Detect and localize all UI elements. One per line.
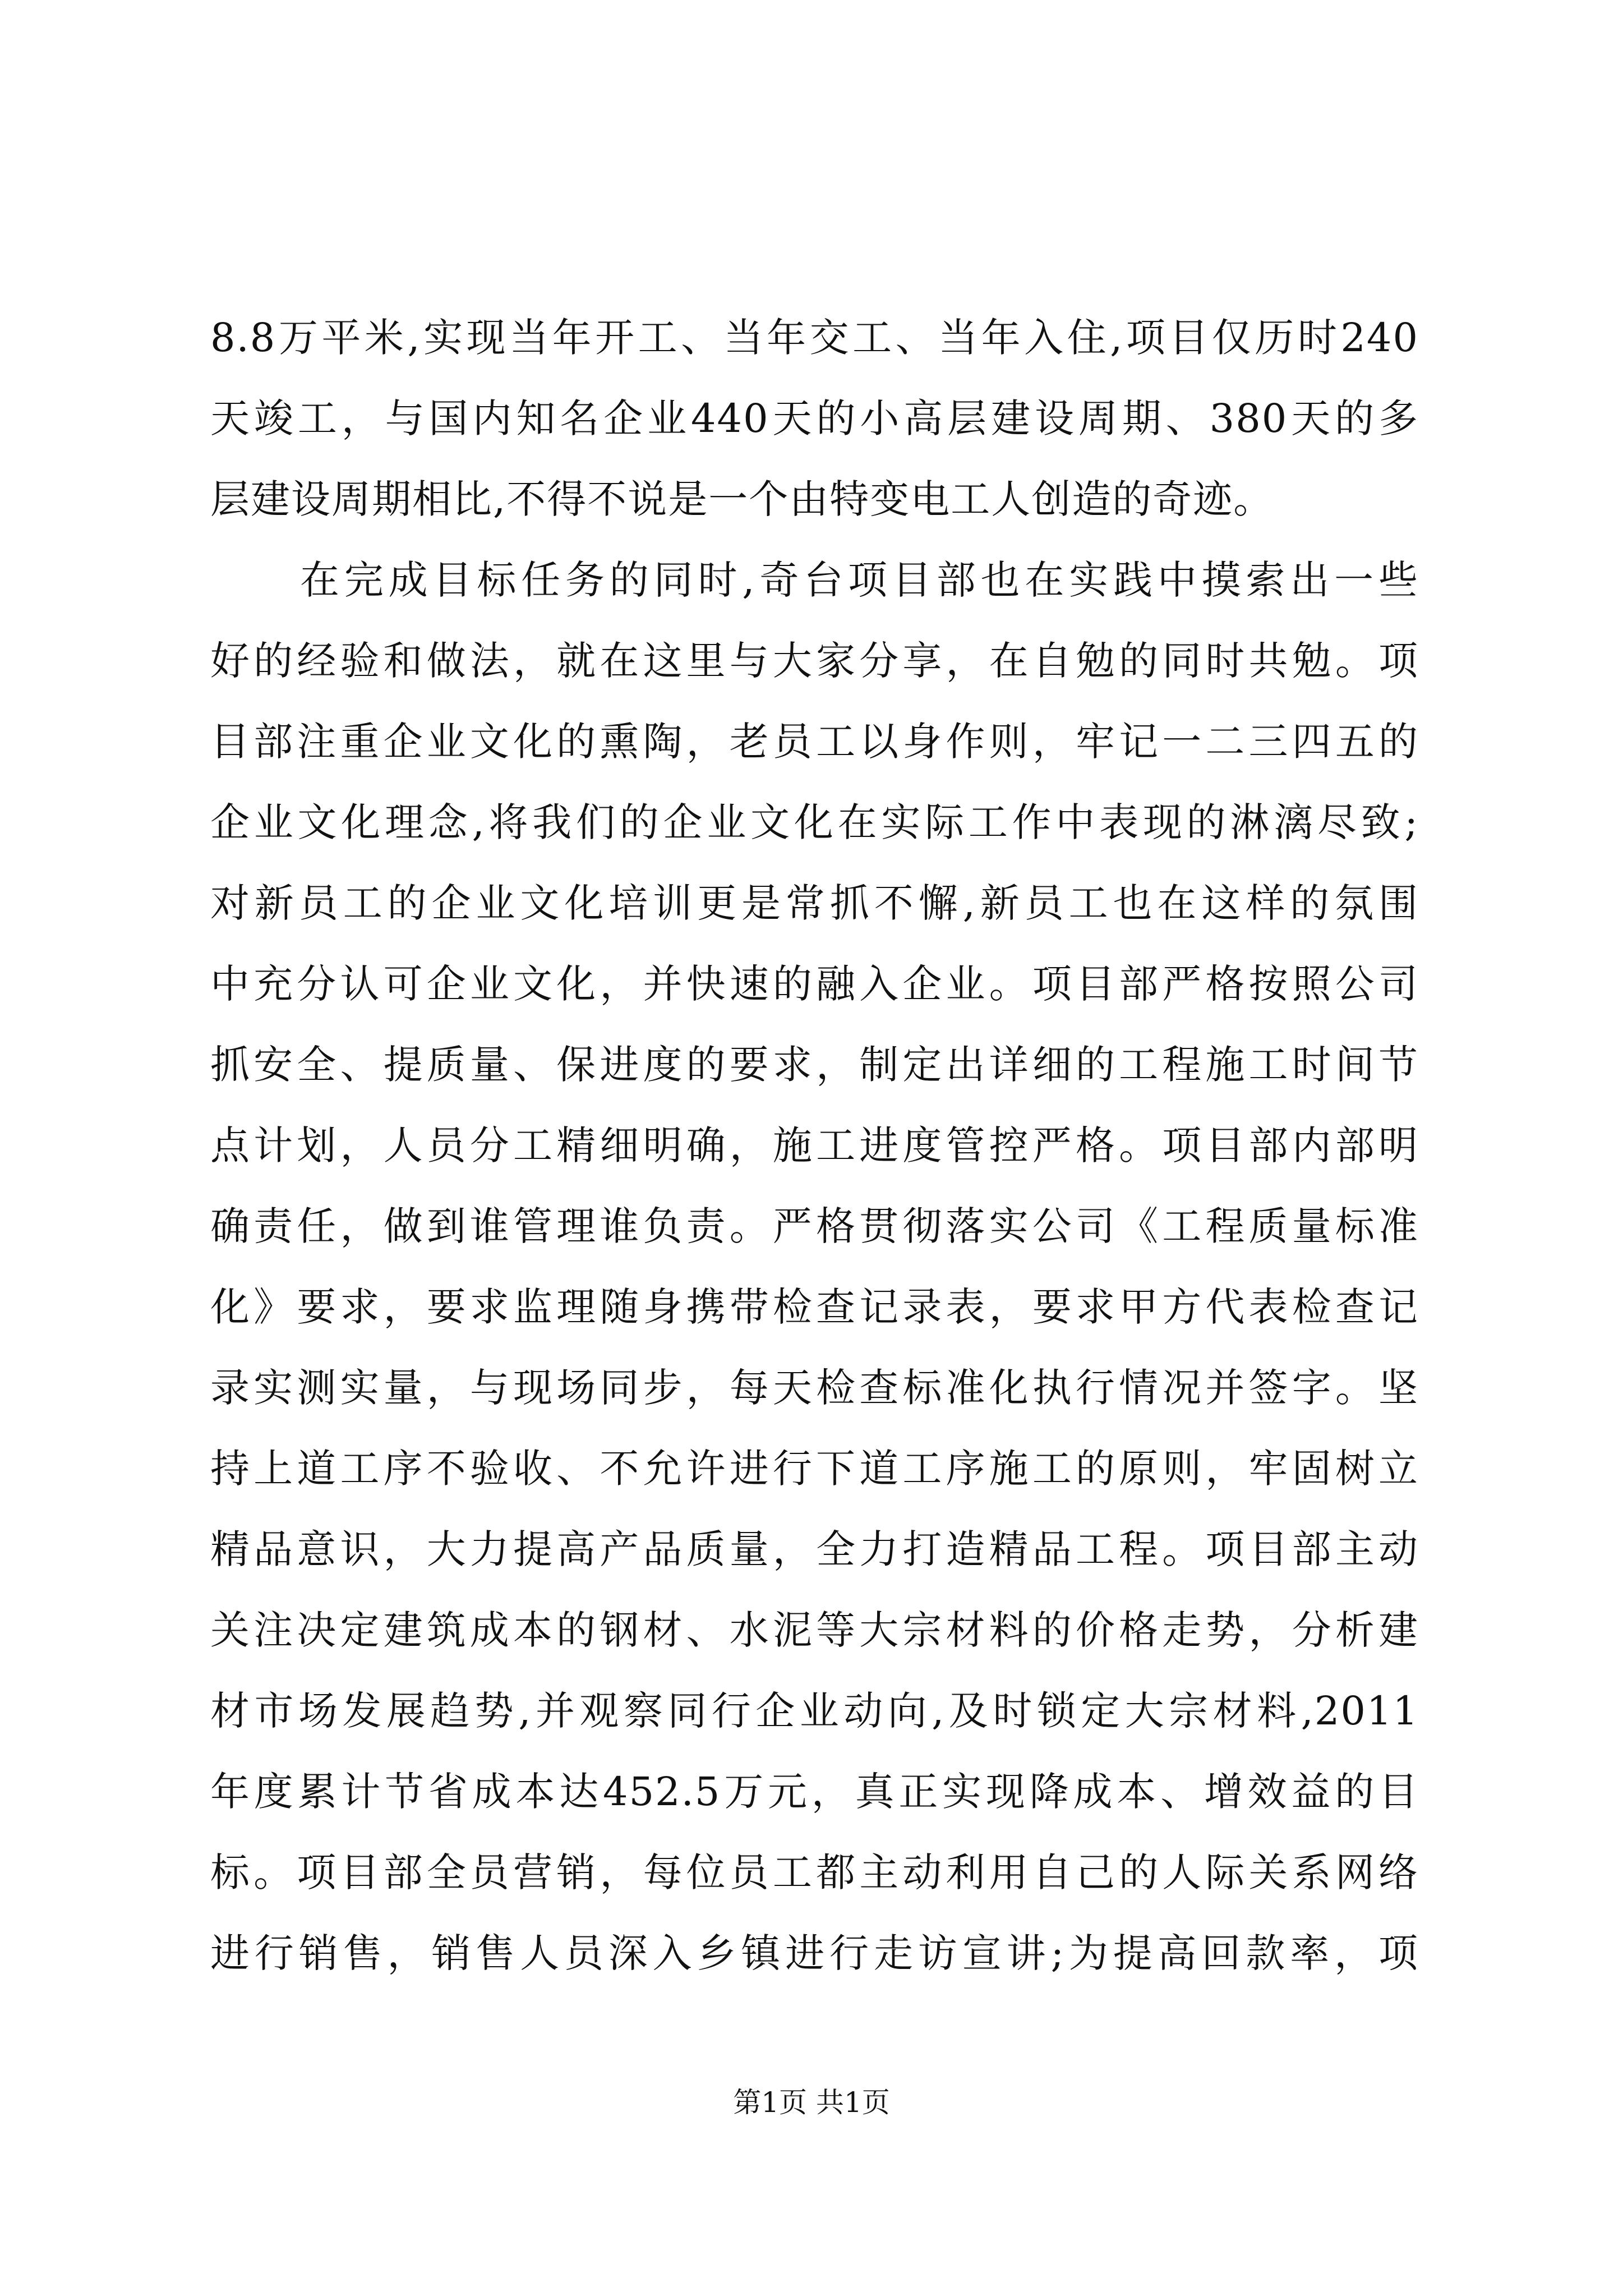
paragraph-2: [210, 540, 1419, 1994]
text-line: 持上道工序不验收、不允许进行下道工序施工的原则，牢固树立: [210, 1446, 1419, 1492]
text-line: 中充分认可企业文化，并快速的融入企业。项目部严格按照公司: [210, 961, 1419, 1007]
text-line: 精品意识，大力提高产品质量，全力打造精品工程。项目部主动: [210, 1526, 1419, 1572]
text-line: 进行销售，销售人员深入乡镇进行走访宣讲;为提高回款率，项: [210, 1930, 1419, 1976]
text-line: 材市场发展趋势,并观察同行企业动向,及时锁定大宗材料,2011: [210, 1688, 1419, 1734]
text-line: 化》要求，要求监理随身携带检查记录表，要求甲方代表检查记: [210, 1284, 1419, 1330]
text-line: 抓安全、提质量、保进度的要求，制定出详细的工程施工时间节: [210, 1042, 1419, 1088]
text-line: 好的经验和做法，就在这里与大家分享，在自勉的同时共勉。项: [210, 638, 1419, 684]
text-line: 年度累计节省成本达452.5万元，真正实现降成本、增效益的目: [210, 1769, 1419, 1815]
paragraph-1: [210, 297, 1419, 540]
text-line: 录实测实量，与现场同步，每天检查标准化执行情况并签字。坚: [210, 1365, 1419, 1411]
text-line: 对新员工的企业文化培训更是常抓不懈,新员工也在这样的氛围: [210, 880, 1419, 926]
document-body: [210, 297, 1419, 1994]
text-line: 层建设周期相比,不得不说是一个由特变电工人创造的奇迹。: [210, 476, 1274, 522]
text-line: 标。项目部全员营销，每位员工都主动利用自己的人际关系网络: [210, 1849, 1419, 1895]
text-line: 关注决定建筑成本的钢材、水泥等大宗材料的价格走势，分析建: [210, 1607, 1419, 1653]
text-line: 在完成目标任务的同时,奇台项目部也在实践中摸索出一些: [300, 557, 1419, 603]
page-footer: 第1页 共1页: [733, 2086, 890, 2119]
text-line: 天竣工，与国内知名企业440天的小高层建设周期、380天的多: [210, 395, 1419, 441]
text-line: 企业文化理念,将我们的企业文化在实际工作中表现的淋漓尽致;: [210, 799, 1419, 845]
text-line: 点计划，人员分工精细明确，施工进度管控严格。项目部内部明: [210, 1122, 1419, 1168]
text-line: 确责任，做到谁管理谁负责。严格贯彻落实公司《工程质量标准: [210, 1203, 1419, 1249]
text-line: 目部注重企业文化的熏陶，老员工以身作则，牢记一二三四五的: [210, 719, 1419, 765]
text-line: 8.8万平米,实现当年开工、当年交工、当年入住,项目仅历时240: [210, 315, 1419, 361]
